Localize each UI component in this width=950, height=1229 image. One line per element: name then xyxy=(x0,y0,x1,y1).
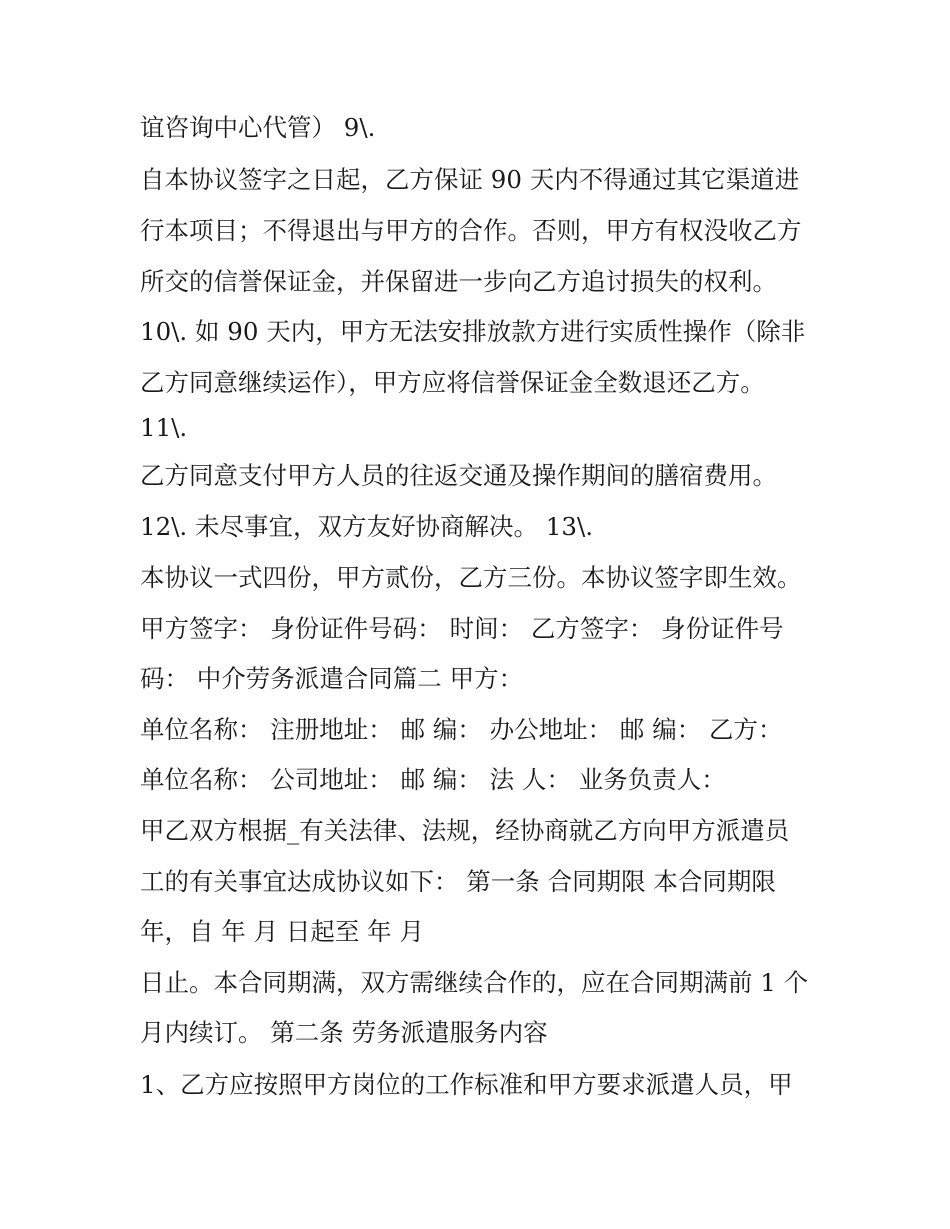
text-line: 1、乙方应按照甲方岗位的工作标准和甲方要求派遣人员，甲 xyxy=(140,1070,793,1099)
text-line: 工的有关事宜达成协议如下： 第一条 合同期限 本合同期限 xyxy=(140,867,776,896)
text-line: 谊咨询中心代管） 9\. xyxy=(140,113,376,142)
text-line: 自本协议签字之日起，乙方保证 90 天内不得通过其它渠道进 xyxy=(140,165,800,194)
text-line: 年，自 年 月 日起至 年 月 xyxy=(140,917,424,946)
text-line: 码： 中介劳务派遣合同篇二 甲方： xyxy=(140,664,524,693)
text-line: 日止。本合同期满，双方需继续合作的，应在合同期满前 1 个 xyxy=(140,968,809,997)
text-line: 甲方签字： 身份证件号码： 时间： 乙方签字： 身份证件号 xyxy=(140,614,784,643)
text-line: 12\. 未尽事宜，双方友好协商解决。 13\. xyxy=(140,512,594,541)
text-line: 所交的信誉保证金，并保留进一步向乙方追讨损失的权利。 xyxy=(140,267,777,296)
text-line: 乙方同意继续运作），甲方应将信誉保证金全数退还乙方。 xyxy=(140,368,765,397)
text-line: 单位名称： 公司地址： 邮 编： 法 人： 业务负责人： xyxy=(140,765,726,794)
text-line: 11\. xyxy=(140,413,188,442)
text-line: 行本项目；不得退出与甲方的合作。否则，甲方有权没收乙方 xyxy=(140,216,802,245)
text-line: 乙方同意支付甲方人员的往返交通及操作期间的膳宿费用。 xyxy=(140,461,777,490)
text-line: 月内续订。 第二条 劳务派遣服务内容 xyxy=(140,1018,548,1047)
text-line: 10\. 如 90 天内，甲方无法安排放款方进行实质性操作（除非 xyxy=(140,317,806,346)
text-line: 甲乙双方根据_有关法律、法规，经协商就乙方向甲方派遣员 xyxy=(140,816,790,845)
text-line: 本协议一式四份，甲方贰份，乙方三份。本协议签字即生效。 xyxy=(140,563,802,592)
text-line: 单位名称： 注册地址： 邮 编： 办公地址： 邮 编： 乙方： xyxy=(140,715,783,744)
